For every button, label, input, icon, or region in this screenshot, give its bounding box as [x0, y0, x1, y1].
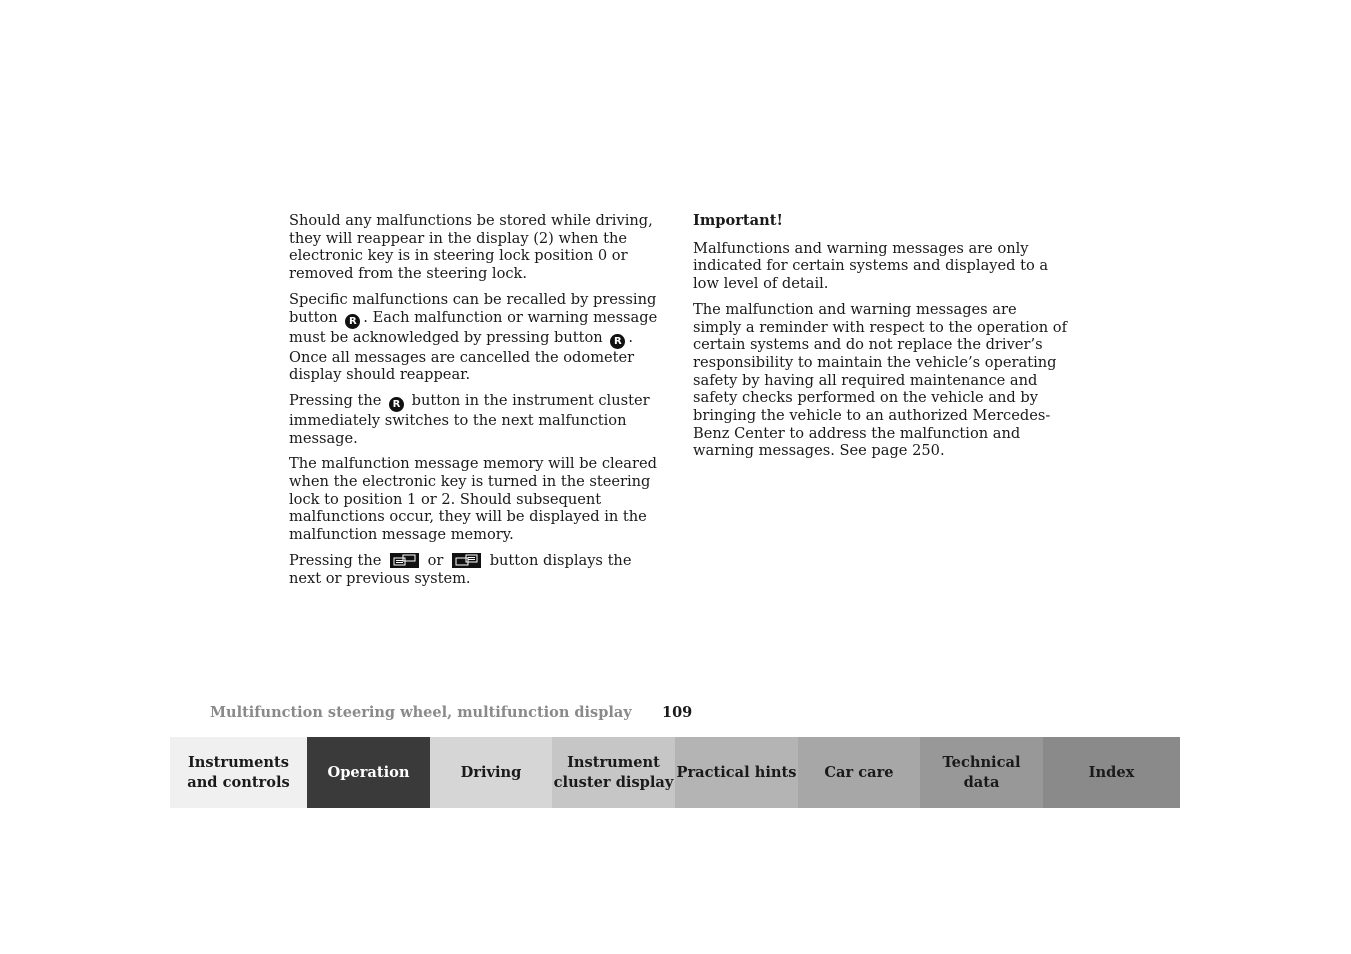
tab-label: Technical data	[942, 753, 1021, 791]
paragraph-stored-malfunctions: Should any malfunctions be stored while driving, they will reappear in the display (2) when the electronic key is in steering lock position 0 or removed from the steering lock.	[289, 212, 653, 283]
tab-operation[interactable]	[307, 737, 430, 808]
text-segment: Pressing the	[289, 551, 382, 569]
important-heading: Important!	[693, 212, 783, 229]
previous-system-button-icon	[452, 553, 481, 568]
text-segment: Pressing the	[289, 391, 382, 409]
tab-label: Car care	[824, 763, 894, 781]
paragraph-important-1: Malfunctions and warning messages are only indicated for certain systems and displayed to a low level of detail.	[693, 239, 1049, 293]
tab-label: Driving	[460, 763, 522, 781]
right-column	[693, 212, 1068, 468]
reset-button-icon: R	[610, 334, 625, 349]
paragraph-switch-message	[289, 392, 661, 447]
text-segment: . Each malfunction or warning message must be acknowledged by pressing button	[289, 308, 658, 346]
paragraph-important-2: The malfunction and warning messages are simply a reminder with respect to the operation of certain systems and do not replace the driver’s responsibility to maintain the vehicle’s operating safety by having all required maintenance and safety checks performed on the vehicle and by bringing the vehicle to an authorized Mercedes-Benz Center to address the malfunction and warning messages. See page 250.	[693, 300, 1067, 460]
tab-practical-hints[interactable]	[675, 737, 798, 808]
tab-car-care[interactable]	[798, 737, 920, 808]
tab-instrument-cluster-display[interactable]	[552, 737, 675, 808]
text-segment: . Once all messages are cancelled the odometer display should reappear.	[289, 328, 635, 384]
tab-label: Instruments and controls	[187, 753, 290, 791]
tab-label: Index	[1088, 763, 1135, 781]
tab-label: Operation	[327, 763, 410, 781]
chapter-tabs	[170, 737, 1180, 808]
paragraph-system-buttons	[289, 552, 661, 587]
tab-technical-data[interactable]	[920, 737, 1043, 808]
reset-button-icon: R	[345, 314, 360, 329]
paragraph-memory-cleared: The malfunction message memory will be cleared when the electronic key is turned in the steering lock to position 1 or 2. Should subsequent malfunctions occur, they will be displayed in the malfunction message memory.	[289, 455, 657, 544]
reset-button-icon: R	[389, 397, 404, 412]
text-segment: button displays the next or previous system.	[289, 551, 632, 587]
page-number: 109	[662, 704, 693, 721]
tab-instruments-and-controls[interactable]	[170, 737, 307, 808]
left-column	[289, 212, 661, 595]
text-segment: Specific malfunctions can be recalled by pressing button	[289, 290, 657, 326]
tab-index[interactable]	[1043, 737, 1180, 808]
text-segment: button in the instrument cluster immediately switches to the next malfunction message.	[289, 391, 650, 447]
tab-label: Instrument cluster display	[553, 753, 674, 791]
text-segment: or	[427, 551, 444, 569]
tab-label: Practical hints	[676, 763, 797, 781]
section-title: Multifunction steering wheel, multifunction display	[210, 704, 632, 721]
tab-driving[interactable]	[430, 737, 552, 808]
paragraph-recall-malfunctions	[289, 291, 661, 384]
next-system-button-icon	[390, 553, 419, 568]
